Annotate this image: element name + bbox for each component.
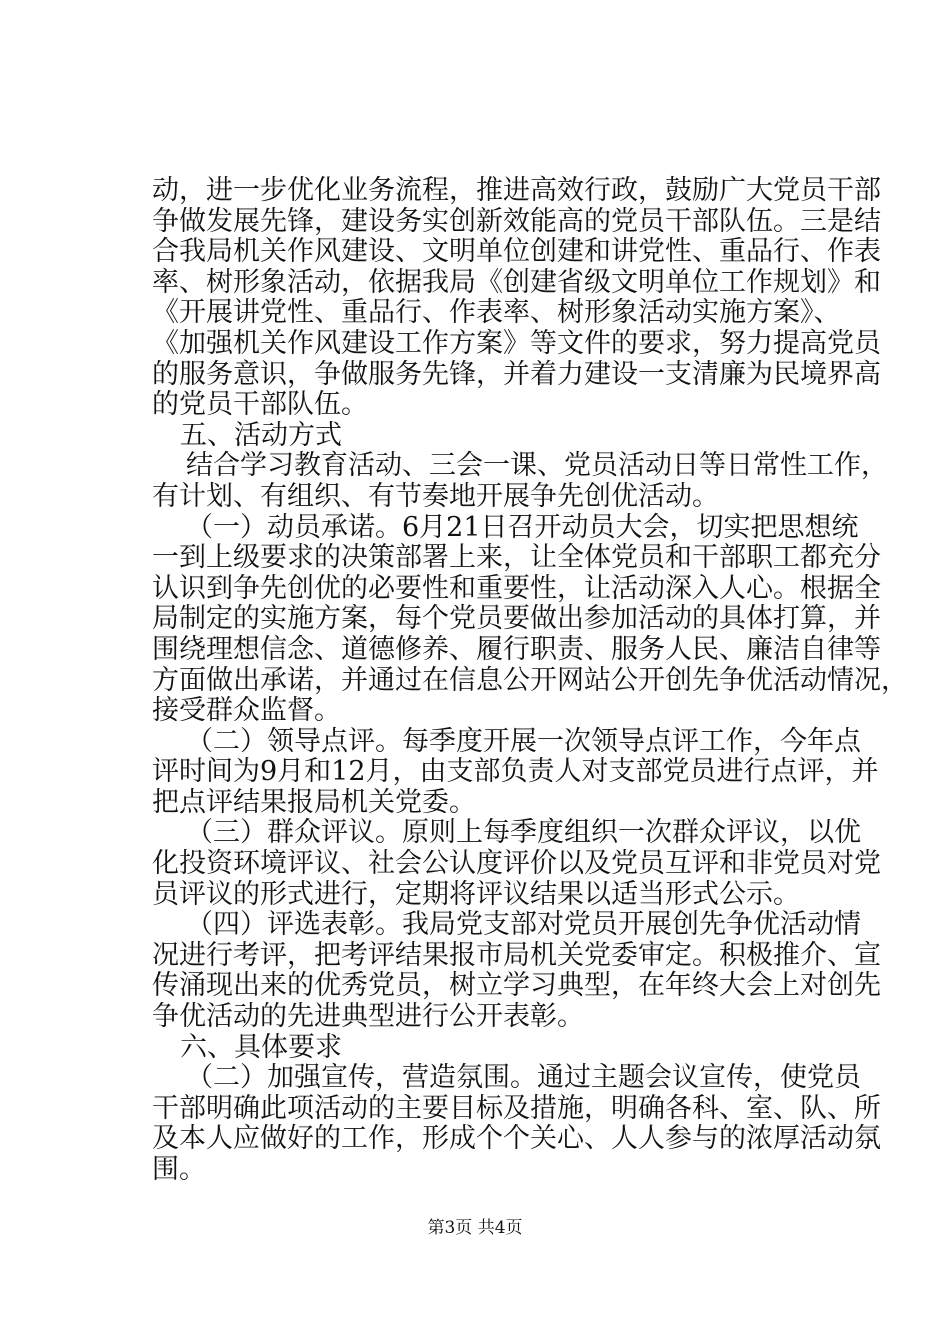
text-line: 方面做出承诺，并通过在信息公开网站公开创先争优活动情况， — [152, 664, 908, 696]
text-line: 认识到争先创优的必要性和重要性，让活动深入人心。根据全 — [152, 572, 881, 604]
page-footer: 第3页 共4页 — [427, 1218, 523, 1238]
text-line: 动，进一步优化业务流程，推进高效行政，鼓励广大党员干部 — [152, 175, 881, 206]
text-line: 《加强机关作风建设工作方案》等文件的要求，努力提高党员 — [152, 327, 881, 359]
text-line: （二）加强宣传，营造氛围。通过主题会议宣传，使党员 — [186, 1062, 861, 1094]
text-line: 争优活动的先进典型进行公开表彰。 — [152, 1001, 584, 1033]
text-line: 《开展讲党性、重品行、作表率、树形象活动实施方案》、 — [152, 297, 841, 329]
text-line: 干部明确此项活动的主要目标及措施，明确各科、室、队、所 — [152, 1092, 881, 1124]
text-line: 一到上级要求的决策部署上来，让全体党员和干部职工都充分 — [152, 542, 881, 574]
text-line: 接受群众监督。 — [152, 695, 341, 727]
text-line: 有计划、有组织、有节奏地开展争先创优活动。 — [152, 480, 719, 512]
text-line: 围绕理想信念、道德修养、履行职责、服务人民、廉洁自律等 — [152, 633, 881, 665]
text-line: 传涌现出来的优秀党员，树立学习典型，在年终大会上对创先 — [152, 970, 881, 1002]
text-line: 评时间为9月和12月，由支部负责人对支部党员进行点评，并 — [152, 756, 879, 788]
text-line: 率、树形象活动，依据我局《创建省级文明单位工作规划》和 — [152, 266, 881, 298]
text-line: （二）领导点评。每季度开展一次领导点评工作，今年点 — [186, 725, 861, 757]
text-line: 六、具体要求 — [180, 1031, 342, 1063]
text-line: 局制定的实施方案，每个党员要做出参加活动的具体打算，并 — [152, 603, 881, 635]
text-line: （四）评选表彰。我局党支部对党员开展创先争优活动情 — [186, 909, 861, 941]
text-line: 围。 — [152, 1154, 206, 1185]
text-line: 把点评结果报局机关党委。 — [152, 786, 476, 818]
text-line: 的服务意识，争做服务先锋，并着力建设一支清廉为民境界高 — [152, 358, 881, 390]
text-line: 争做发展先锋，建设务实创新效能高的党员干部队伍。三是结 — [152, 205, 881, 237]
text-line: 的党员干部队伍。 — [152, 389, 368, 421]
text-line: 五、活动方式 — [180, 419, 342, 451]
text-line: （三）群众评议。原则上每季度组织一次群众评议，以优 — [186, 817, 861, 849]
text-line: （一）动员承诺。6月21日召开动员大会，切实把思想统 — [186, 511, 859, 543]
text-line: 结合学习教育活动、三会一课、党员活动日等日常性工作， — [186, 450, 888, 482]
text-line: 员评议的形式进行，定期将评议结果以适当形式公示。 — [152, 878, 800, 910]
text-line: 及本人应做好的工作，形成个个关心、人人参与的浓厚活动氛 — [152, 1123, 881, 1155]
body-text — [152, 175, 908, 1186]
text-line: 况进行考评，把考评结果报市局机关党委审定。积极推介、宣 — [152, 939, 881, 971]
text-line: 合我局机关作风建设、文明单位创建和讲党性、重品行、作表 — [152, 236, 881, 268]
text-line: 化投资环境评议、社会公认度评价以及党员互评和非党员对党 — [152, 848, 881, 880]
